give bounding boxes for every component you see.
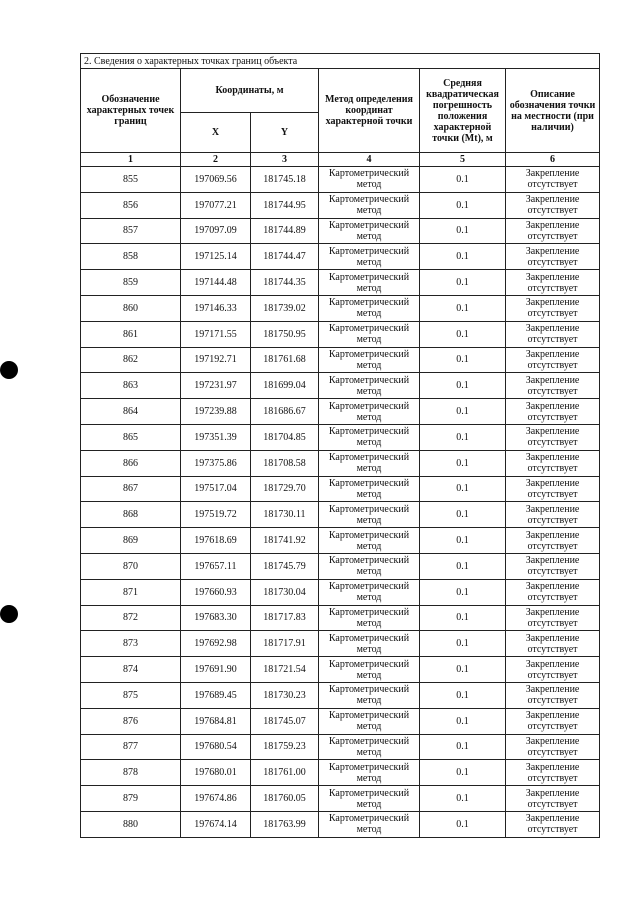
x-cell: 197375.86: [181, 450, 251, 476]
x-cell: 197691.90: [181, 657, 251, 683]
table-row: [81, 192, 600, 218]
table-row: [81, 450, 600, 476]
table-row: [81, 373, 600, 399]
x-cell: 197077.21: [181, 192, 251, 218]
point-cell: 880: [81, 811, 181, 837]
table-row: [81, 708, 600, 734]
description-cell: Закрепление отсутствует: [506, 528, 600, 554]
y-cell: 181729.70: [251, 476, 319, 502]
point-cell: 870: [81, 553, 181, 579]
method-cell: Картометрический метод: [319, 657, 420, 683]
description-cell: Закрепление отсутствует: [506, 295, 600, 321]
method-cell: Картометрический метод: [319, 579, 420, 605]
method-cell: Картометрический метод: [319, 528, 420, 554]
header-point-name: Обозначение характерных точек границ: [81, 69, 181, 153]
x-cell: 197069.56: [181, 167, 251, 193]
point-cell: 874: [81, 657, 181, 683]
table-row: [81, 347, 600, 373]
y-cell: 181721.54: [251, 657, 319, 683]
accuracy-cell: 0.1: [420, 553, 506, 579]
point-cell: 876: [81, 708, 181, 734]
x-cell: 197657.11: [181, 553, 251, 579]
description-cell: Закрепление отсутствует: [506, 167, 600, 193]
accuracy-cell: 0.1: [420, 399, 506, 425]
y-cell: 181744.47: [251, 244, 319, 270]
table-row: [81, 579, 600, 605]
description-cell: Закрепление отсутствует: [506, 811, 600, 837]
table-row: [81, 321, 600, 347]
point-cell: 873: [81, 631, 181, 657]
description-cell: Закрепление отсутствует: [506, 502, 600, 528]
table-row: [81, 786, 600, 812]
point-cell: 856: [81, 192, 181, 218]
y-cell: 181730.11: [251, 502, 319, 528]
x-cell: 197351.39: [181, 424, 251, 450]
description-cell: Закрепление отсутствует: [506, 373, 600, 399]
point-cell: 867: [81, 476, 181, 502]
accuracy-cell: 0.1: [420, 734, 506, 760]
punch-hole-mark: [0, 361, 18, 379]
y-cell: 181699.04: [251, 373, 319, 399]
table-row: [81, 244, 600, 270]
description-cell: Закрепление отсутствует: [506, 476, 600, 502]
accuracy-cell: 0.1: [420, 373, 506, 399]
column-number: 5: [420, 153, 506, 167]
description-cell: Закрепление отсутствует: [506, 424, 600, 450]
point-cell: 858: [81, 244, 181, 270]
section-title: 2. Сведения о характерных точках границ объекта: [81, 54, 600, 69]
x-cell: 197171.55: [181, 321, 251, 347]
point-cell: 864: [81, 399, 181, 425]
description-cell: Закрепление отсутствует: [506, 270, 600, 296]
method-cell: Картометрический метод: [319, 373, 420, 399]
point-cell: 866: [81, 450, 181, 476]
accuracy-cell: 0.1: [420, 579, 506, 605]
column-number: 2: [181, 153, 251, 167]
accuracy-cell: 0.1: [420, 192, 506, 218]
point-cell: 868: [81, 502, 181, 528]
accuracy-cell: 0.1: [420, 631, 506, 657]
x-cell: 197519.72: [181, 502, 251, 528]
table-row: [81, 553, 600, 579]
method-cell: Картометрический метод: [319, 424, 420, 450]
table-row: [81, 295, 600, 321]
method-cell: Картометрический метод: [319, 553, 420, 579]
accuracy-cell: 0.1: [420, 270, 506, 296]
method-cell: Картометрический метод: [319, 786, 420, 812]
column-number: 6: [506, 153, 600, 167]
y-cell: 181686.67: [251, 399, 319, 425]
y-cell: 181730.23: [251, 682, 319, 708]
accuracy-cell: 0.1: [420, 811, 506, 837]
table-row: [81, 682, 600, 708]
table-row: [81, 760, 600, 786]
point-cell: 871: [81, 579, 181, 605]
accuracy-cell: 0.1: [420, 347, 506, 373]
y-cell: 181744.89: [251, 218, 319, 244]
x-cell: 197146.33: [181, 295, 251, 321]
accuracy-cell: 0.1: [420, 218, 506, 244]
description-cell: Закрепление отсутствует: [506, 605, 600, 631]
point-cell: 861: [81, 321, 181, 347]
column-number: 4: [319, 153, 420, 167]
point-cell: 862: [81, 347, 181, 373]
method-cell: Картометрический метод: [319, 167, 420, 193]
x-cell: 197680.54: [181, 734, 251, 760]
table-row: [81, 502, 600, 528]
description-cell: Закрепление отсутствует: [506, 708, 600, 734]
x-cell: 197231.97: [181, 373, 251, 399]
method-cell: Картометрический метод: [319, 347, 420, 373]
y-cell: 181739.02: [251, 295, 319, 321]
method-cell: Картометрический метод: [319, 476, 420, 502]
y-cell: 181708.58: [251, 450, 319, 476]
y-cell: 181704.85: [251, 424, 319, 450]
x-cell: 197660.93: [181, 579, 251, 605]
column-number: 1: [81, 153, 181, 167]
x-cell: 197684.81: [181, 708, 251, 734]
description-cell: Закрепление отсутствует: [506, 399, 600, 425]
y-cell: 181761.68: [251, 347, 319, 373]
accuracy-cell: 0.1: [420, 708, 506, 734]
header-method: Метод определения координат характерной точки: [319, 69, 420, 153]
method-cell: Картометрический метод: [319, 708, 420, 734]
method-cell: Картометрический метод: [319, 502, 420, 528]
x-cell: 197239.88: [181, 399, 251, 425]
description-cell: Закрепление отсутствует: [506, 192, 600, 218]
accuracy-cell: 0.1: [420, 786, 506, 812]
accuracy-cell: 0.1: [420, 682, 506, 708]
table-row: [81, 399, 600, 425]
accuracy-cell: 0.1: [420, 450, 506, 476]
y-cell: 181717.91: [251, 631, 319, 657]
table-row: [81, 631, 600, 657]
table-row: [81, 811, 600, 837]
punch-hole-mark: [0, 605, 18, 623]
x-cell: 197192.71: [181, 347, 251, 373]
y-cell: 181745.07: [251, 708, 319, 734]
method-cell: Картометрический метод: [319, 605, 420, 631]
x-cell: 197692.98: [181, 631, 251, 657]
point-cell: 857: [81, 218, 181, 244]
x-cell: 197097.09: [181, 218, 251, 244]
method-cell: Картометрический метод: [319, 192, 420, 218]
y-cell: 181745.18: [251, 167, 319, 193]
table-row: [81, 218, 600, 244]
point-cell: 869: [81, 528, 181, 554]
x-cell: 197674.14: [181, 811, 251, 837]
point-cell: 875: [81, 682, 181, 708]
point-cell: 863: [81, 373, 181, 399]
accuracy-cell: 0.1: [420, 295, 506, 321]
point-cell: 879: [81, 786, 181, 812]
y-cell: 181750.95: [251, 321, 319, 347]
accuracy-cell: 0.1: [420, 424, 506, 450]
x-cell: 197517.04: [181, 476, 251, 502]
description-cell: Закрепление отсутствует: [506, 682, 600, 708]
description-cell: Закрепление отсутствует: [506, 760, 600, 786]
point-cell: 855: [81, 167, 181, 193]
x-cell: 197683.30: [181, 605, 251, 631]
description-cell: Закрепление отсутствует: [506, 734, 600, 760]
point-cell: 878: [81, 760, 181, 786]
point-cell: 865: [81, 424, 181, 450]
accuracy-cell: 0.1: [420, 657, 506, 683]
description-cell: Закрепление отсутствует: [506, 450, 600, 476]
accuracy-cell: 0.1: [420, 167, 506, 193]
method-cell: Картометрический метод: [319, 399, 420, 425]
method-cell: Картометрический метод: [319, 450, 420, 476]
header-x: X: [181, 113, 251, 153]
y-cell: 181759.23: [251, 734, 319, 760]
method-cell: Картометрический метод: [319, 811, 420, 837]
table-row: [81, 528, 600, 554]
y-cell: 181730.04: [251, 579, 319, 605]
table-row: [81, 605, 600, 631]
description-cell: Закрепление отсутствует: [506, 244, 600, 270]
boundary-points-table: [80, 53, 600, 838]
method-cell: Картометрический метод: [319, 734, 420, 760]
description-cell: Закрепление отсутствует: [506, 579, 600, 605]
y-cell: 181717.83: [251, 605, 319, 631]
description-cell: Закрепление отсутствует: [506, 218, 600, 244]
y-cell: 181745.79: [251, 553, 319, 579]
x-cell: 197674.86: [181, 786, 251, 812]
y-cell: 181761.00: [251, 760, 319, 786]
header-y: Y: [251, 113, 319, 153]
y-cell: 181741.92: [251, 528, 319, 554]
description-cell: Закрепление отсутствует: [506, 657, 600, 683]
method-cell: Картометрический метод: [319, 270, 420, 296]
accuracy-cell: 0.1: [420, 605, 506, 631]
method-cell: Картометрический метод: [319, 218, 420, 244]
method-cell: Картометрический метод: [319, 631, 420, 657]
x-cell: 197144.48: [181, 270, 251, 296]
table-row: [81, 167, 600, 193]
accuracy-cell: 0.1: [420, 502, 506, 528]
x-cell: 197689.45: [181, 682, 251, 708]
method-cell: Картометрический метод: [319, 760, 420, 786]
accuracy-cell: 0.1: [420, 476, 506, 502]
method-cell: Картометрический метод: [319, 682, 420, 708]
y-cell: 181760.05: [251, 786, 319, 812]
y-cell: 181763.99: [251, 811, 319, 837]
method-cell: Картометрический метод: [319, 244, 420, 270]
accuracy-cell: 0.1: [420, 760, 506, 786]
method-cell: Картометрический метод: [319, 295, 420, 321]
description-cell: Закрепление отсутствует: [506, 786, 600, 812]
y-cell: 181744.95: [251, 192, 319, 218]
header-coordinates: Координаты, м: [181, 69, 319, 113]
description-cell: Закрепление отсутствует: [506, 347, 600, 373]
method-cell: Картометрический метод: [319, 321, 420, 347]
point-cell: 859: [81, 270, 181, 296]
point-cell: 860: [81, 295, 181, 321]
accuracy-cell: 0.1: [420, 321, 506, 347]
column-number-row: [81, 153, 600, 167]
description-cell: Закрепление отсутствует: [506, 553, 600, 579]
column-number: 3: [251, 153, 319, 167]
table-row: [81, 476, 600, 502]
x-cell: 197125.14: [181, 244, 251, 270]
table-row: [81, 270, 600, 296]
table-row: [81, 734, 600, 760]
header-description: Описание обозначения точки на местности (при наличии): [506, 69, 600, 153]
description-cell: Закрепление отсутствует: [506, 631, 600, 657]
x-cell: 197680.01: [181, 760, 251, 786]
accuracy-cell: 0.1: [420, 244, 506, 270]
x-cell: 197618.69: [181, 528, 251, 554]
description-cell: Закрепление отсутствует: [506, 321, 600, 347]
table-row: [81, 424, 600, 450]
table-row: [81, 657, 600, 683]
point-cell: 872: [81, 605, 181, 631]
header-accuracy: Средняя квадратическая погрешность положения характерной точки (Mt), м: [420, 69, 506, 153]
point-cell: 877: [81, 734, 181, 760]
accuracy-cell: 0.1: [420, 528, 506, 554]
y-cell: 181744.35: [251, 270, 319, 296]
